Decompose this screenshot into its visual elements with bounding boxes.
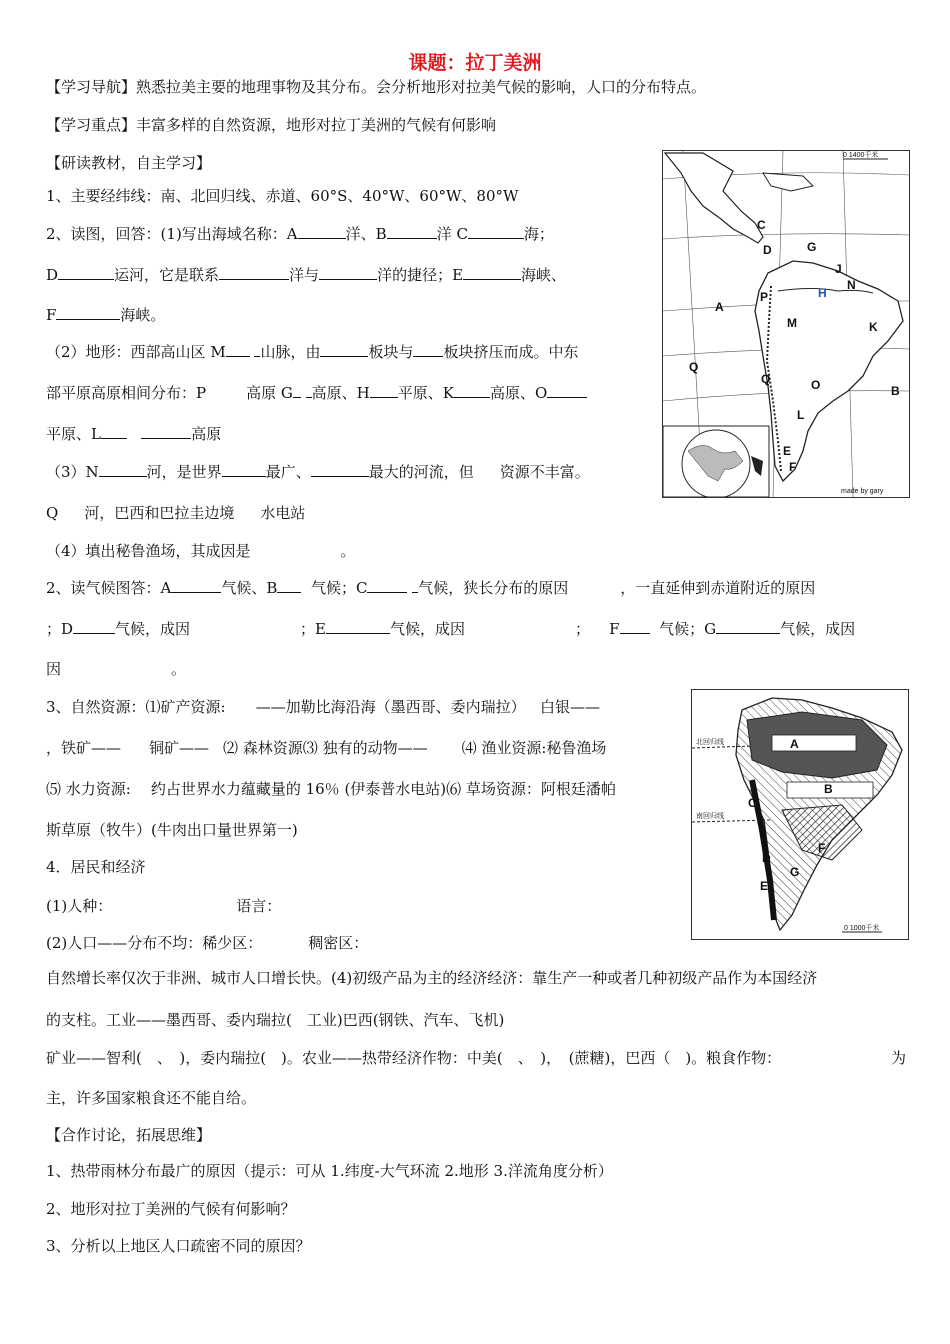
fishery-question: （4）填出秘鲁渔场，其成因是 。 [46, 542, 356, 560]
blank-b[interactable] [387, 224, 437, 239]
discussion-question-1: 1、热带雨林分布最广的原因（提示：可从 1.纬度-大气环流 2.地形 3.洋流角度分析） [46, 1162, 613, 1180]
svg-text:B: B [824, 782, 833, 796]
svg-text:H: H [818, 286, 827, 300]
svg-text:B: B [891, 384, 900, 398]
people-heading: 4．居民和经济 [46, 858, 146, 876]
blank-e[interactable] [463, 265, 521, 280]
blank-a[interactable] [298, 224, 346, 239]
svg-text:G: G [807, 240, 817, 254]
discussion-question-2: 2、地形对拉丁美洲的气候有何影响？ [46, 1200, 296, 1218]
map2-scale: 0 1000千米 [844, 925, 880, 932]
climate-line-1: 2、读气候图答：A 气候、B 气候；C 气候，狭长分布的原因 ，一直延伸到赤道附近的原因 [46, 579, 816, 597]
climate-line-2: ；D 气候，成因 ；E 气候，成因 ； F 气候；G 气候，成因 [46, 620, 856, 638]
economy-line-4: 主，许多国家粮食还不能自给。 [46, 1089, 257, 1107]
blank-ocean-2[interactable] [319, 265, 377, 280]
svg-text:J: J [835, 262, 842, 276]
climate-line-3: 因 。 [46, 660, 187, 678]
svg-text:P: P [760, 290, 769, 304]
terrain-line-3: 平原、L 高原 [46, 425, 222, 443]
economy-line-3: 矿业——智利( 、 )，委内瑞拉( )。农业——热带经济作物：中美( 、 )， (蔗糖)，巴西（ )。粮食作物： 为 [46, 1049, 906, 1067]
learning-focus: 【学习重点】丰富多样的自然资源，地形对拉丁美洲的气候有何影响 [46, 116, 497, 134]
blank-d[interactable] [58, 265, 114, 280]
study-section-heading: 【研读教材，自主学习】 [46, 154, 212, 172]
physical-map-drawing [663, 151, 909, 497]
river-line-1: （3）N 河，是世界 最广、 最大的河流，但 资源不丰富。 [46, 463, 590, 481]
svg-text:A: A [715, 300, 724, 314]
terrain-line-1: （2）地形：西部高山区 M 山脉，由 板块与 板块挤压而成。中东 [46, 343, 579, 361]
svg-text:F: F [818, 841, 826, 855]
climate-map-drawing [692, 690, 908, 939]
map1-scale: 0 1400千米 [843, 152, 879, 159]
svg-text:A: A [790, 737, 799, 751]
svg-text:M: M [787, 316, 797, 330]
resources-line-1: 3、自然资源：⑴矿产资源: ——加勒比海沿海（墨西哥、委内瑞拉） 白银—— [46, 698, 600, 716]
resources-line-3: ⑸ 水力资源: 约占世界水力蕴藏量的 16％ (伊泰普水电站)⑹ 草场资源：阿根廷潘帕 [46, 780, 616, 798]
svg-text:C: C [748, 796, 757, 810]
race-language-line: (1)人种： 语言： [46, 897, 282, 915]
map1-credit: made by gary [841, 488, 884, 495]
svg-text:C: C [757, 218, 766, 232]
svg-text:G: G [790, 865, 800, 879]
map2-tropic-south: 南回归线 [696, 813, 724, 820]
map2-tropic-north: 北回归线 [696, 739, 724, 746]
page-title: 课题：拉丁美洲 [408, 52, 542, 74]
svg-text:N: N [847, 278, 856, 292]
resources-line-2: ，铁矿—— 铜矿—— ⑵ 森林资源⑶ 独有的动物—— ⑷ 渔业资源:秘鲁渔场 [46, 739, 607, 757]
latin-america-physical-map [662, 150, 910, 498]
question-2-line-1: 2、读图，回答：(1)写出海域名称：A 洋、B 洋 C 海； [46, 225, 554, 243]
discussion-question-3: 3、分析以上地区人口疏密不同的原因？ [46, 1237, 311, 1255]
svg-text:F: F [789, 460, 797, 474]
svg-text:L: L [797, 408, 805, 422]
svg-text:Q: Q [761, 372, 771, 386]
learning-guide: 【学习导航】熟悉拉美主要的地理事物及其分布。会分析地形对拉美气候的影响，人口的分布特点。 [46, 78, 707, 96]
question-2-line-3: F 海峡。 [46, 306, 166, 324]
discussion-heading: 【合作讨论，拓展思维】 [46, 1126, 212, 1144]
svg-text:D: D [762, 851, 771, 865]
question-2-line-2: D 运河，它是联系 洋与 洋的捷径；E 海峡、 [46, 266, 567, 284]
population-line: (2)人口——分布不均：稀少区： 稠密区： [46, 934, 369, 952]
svg-text:D: D [763, 243, 772, 257]
economy-line-1: 自然增长率仅次于非洲、城市人口增长快。(4)初级产品为主的经济经济：靠生产一种或者几种初级产品作为本国经济 [46, 969, 818, 987]
river-line-2: Q 河，巴西和巴拉圭边境 水电站 [46, 504, 306, 522]
question-1-lat-long: 1、主要经纬线：南、北回归线、赤道、60°S、40°W、60°W、80°W [46, 187, 519, 205]
svg-text:K: K [869, 320, 878, 334]
resources-line-4: 斯草原（牧牛）(牛肉出口量世界第一) [46, 821, 298, 839]
svg-text:E: E [783, 444, 792, 458]
south-america-climate-map [691, 689, 909, 940]
svg-text:E: E [760, 879, 769, 893]
terrain-line-2: 部平原高原相间分布：P 高原 G 高原、H 平原、K 高原、O [46, 383, 587, 403]
svg-text:O: O [811, 378, 821, 392]
economy-line-2: 的支柱。工业——墨西哥、委内瑞拉( 工业)巴西(钢铁、汽车、飞机) [46, 1011, 505, 1029]
blank-c[interactable] [468, 224, 524, 239]
blank-f[interactable] [56, 305, 120, 320]
blank-ocean-1[interactable] [219, 265, 289, 280]
svg-text:Q: Q [689, 360, 699, 374]
